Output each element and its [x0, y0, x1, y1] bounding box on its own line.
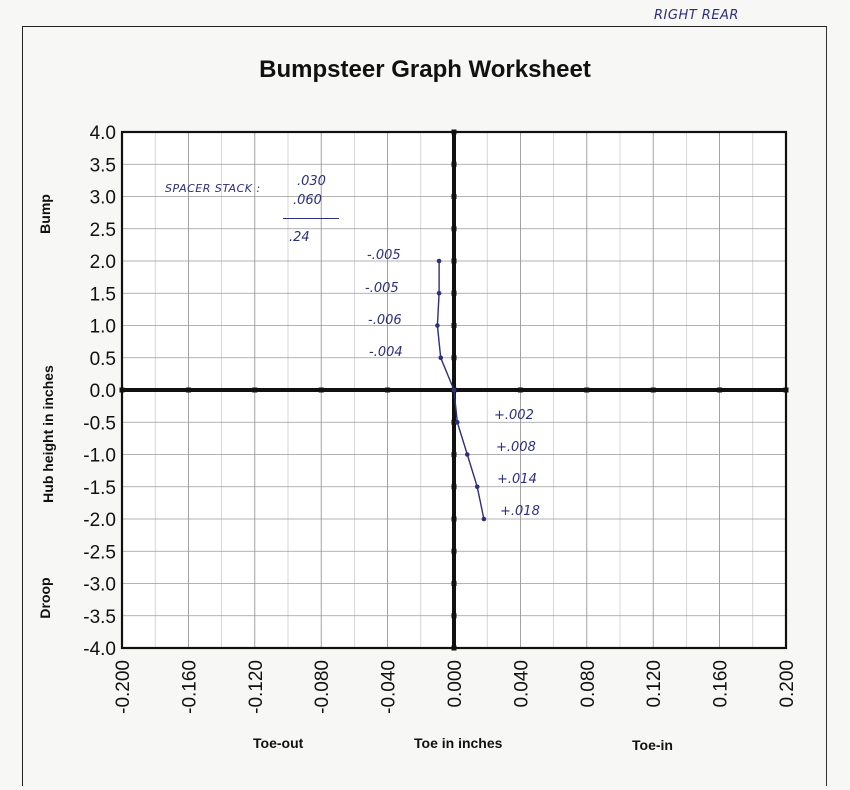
x-label-toe-out: Toe-out: [253, 735, 304, 751]
y-axis-tick: [452, 517, 457, 522]
y-tick-label: -1.5: [83, 477, 116, 499]
y-axis-tick: [452, 130, 457, 135]
y-axis-tick: [452, 452, 457, 457]
data-point: [435, 323, 440, 328]
y-tick-label: -3.0: [83, 574, 116, 596]
y-tick-label: -2.5: [83, 542, 116, 564]
data-point: [482, 517, 487, 522]
spacer-stack-note: [165, 174, 355, 254]
y-tick-label: 3.0: [89, 187, 116, 209]
y-tick-label: -1.0: [83, 445, 116, 467]
x-tick-label: 0.000: [445, 660, 466, 708]
y-axis-tick: [452, 226, 457, 231]
side-label-bump: Bump: [37, 194, 53, 234]
x-tick-label: 0.120: [644, 660, 666, 708]
y-axis-tick: [452, 646, 457, 651]
x-label-toe-in: Toe-in: [632, 737, 673, 753]
side-label-droop: Droop: [37, 577, 53, 619]
y-axis-tick: [452, 613, 457, 618]
point-annotation: +.018: [500, 504, 540, 519]
point-annotation: +.008: [496, 440, 536, 455]
data-point: [475, 484, 480, 489]
y-axis-tick: [452, 259, 457, 264]
x-tick-label: -0.120: [245, 660, 267, 714]
y-axis-tick: [452, 194, 457, 199]
x-axis-tick: [252, 388, 257, 393]
y-tick-label: -2.0: [83, 510, 116, 531]
y-tick-label: -4.0: [83, 639, 116, 660]
data-point: [455, 420, 460, 425]
y-tick-label: 1.0: [89, 316, 116, 338]
data-point: [465, 452, 470, 457]
x-axis-tick: [717, 388, 722, 393]
x-tick-label: -0.080: [312, 660, 334, 714]
y-axis-label: Hub height in inches: [40, 365, 56, 503]
chart-title: Bumpsteer Graph Worksheet: [259, 56, 591, 83]
point-annotation: -.005: [365, 281, 399, 296]
point-annotation: -.004: [369, 345, 403, 360]
x-axis-tick: [584, 388, 589, 393]
y-axis-tick: [452, 323, 457, 328]
data-point: [437, 259, 442, 264]
x-axis-label: Toe in inches: [414, 735, 503, 751]
x-tick-label: -0.040: [378, 660, 400, 714]
y-tick-label: 0.5: [89, 348, 116, 370]
point-annotation: -.005: [367, 248, 401, 263]
x-axis-tick: [186, 388, 191, 393]
x-tick-label: 0.200: [777, 660, 798, 708]
y-axis-tick: [452, 291, 457, 296]
sum-line: [283, 218, 339, 219]
x-axis-tick: [784, 388, 789, 393]
y-tick-label: 0.0: [89, 381, 116, 402]
handwritten-corner-note: RIGHT REAR: [654, 8, 739, 23]
y-tick-label: 2.0: [89, 252, 116, 273]
y-tick-label: 4.0: [89, 123, 116, 144]
x-tick-label: -0.160: [179, 660, 201, 714]
point-annotation: -.006: [368, 313, 402, 328]
x-axis-tick: [385, 388, 390, 393]
spacer-stack-label: SPACER STACK :: [165, 182, 261, 195]
y-axis-tick: [452, 484, 457, 489]
x-tick-label: 0.080: [577, 660, 599, 708]
x-axis-tick: [518, 388, 523, 393]
y-tick-label: -0.5: [83, 413, 116, 435]
spacer-value: .030: [297, 174, 326, 189]
x-tick-label: 0.040: [511, 660, 533, 708]
y-axis-tick: [452, 549, 457, 554]
y-tick-label: -3.5: [83, 606, 116, 628]
y-axis-tick: [452, 162, 457, 167]
data-point: [452, 388, 457, 393]
data-point: [438, 355, 443, 360]
y-tick-label: 2.5: [89, 219, 116, 241]
data-point: [437, 291, 442, 296]
point-annotation: +.014: [497, 472, 537, 487]
y-axis-tick: [452, 581, 457, 586]
spacer-total: .24: [289, 230, 310, 245]
point-annotation: +.002: [494, 408, 534, 423]
y-tick-label: 3.5: [89, 155, 116, 177]
x-tick-label: 0.160: [710, 660, 732, 708]
x-axis-tick: [319, 388, 324, 393]
x-tick-label: -0.200: [113, 660, 134, 714]
y-tick-label: 1.5: [89, 284, 116, 306]
y-axis-tick: [452, 355, 457, 360]
spacer-value: .060: [293, 193, 322, 208]
x-axis-tick: [651, 388, 656, 393]
x-axis-tick: [120, 388, 125, 393]
